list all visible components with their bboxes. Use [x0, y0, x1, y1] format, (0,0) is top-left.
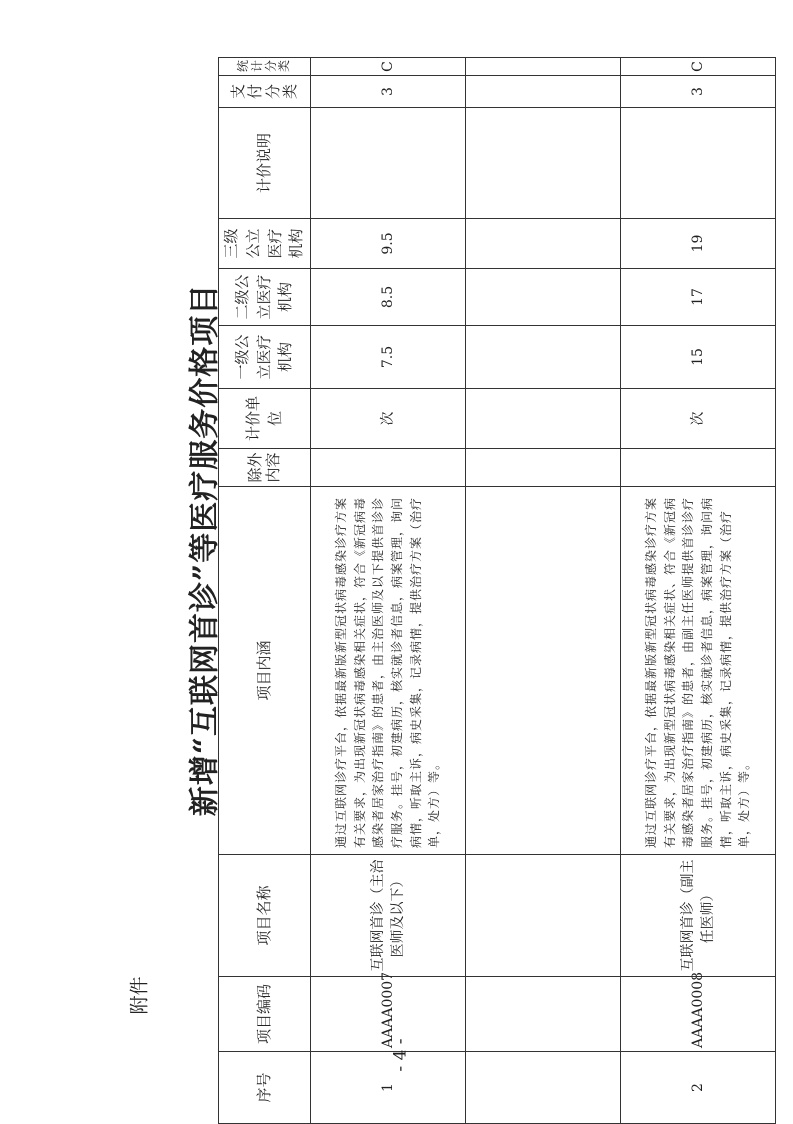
cell-level3-price: 9.5 [311, 219, 466, 269]
page-number-text: - 4 - [391, 1038, 411, 1072]
header-content: 项目内涵 [219, 487, 311, 855]
page-title-area [183, 283, 223, 817]
header-level2: 二级公立医疗机构 [219, 269, 311, 326]
header-unit: 计价单位 [219, 389, 311, 449]
price-table [218, 57, 776, 1124]
cell-seq: 2 [621, 1052, 776, 1124]
gap-cell [466, 449, 621, 487]
header-code: 项目编码 [219, 977, 311, 1052]
gap-cell [466, 269, 621, 326]
cell-excluded [621, 449, 776, 487]
gap-cell [466, 389, 621, 449]
cell-notes [621, 108, 776, 219]
table-header-row [219, 58, 311, 1124]
cell-excluded [311, 449, 466, 487]
header-excluded: 除外内容 [219, 449, 311, 487]
price-table-container [218, 58, 752, 1124]
cell-level2-price: 8.5 [311, 269, 466, 326]
cell-name: 互联网首诊（副主任医师） [621, 855, 776, 977]
cell-code: AAAA0007 [311, 977, 466, 1052]
attachment-label [118, 965, 158, 1025]
cell-unit: 次 [311, 389, 466, 449]
header-level1: 一级公立医疗机构 [219, 326, 311, 389]
cell-payment-class: 3 [311, 76, 466, 108]
attachment-label-text: 附件 [128, 975, 151, 1015]
gap-cell [466, 487, 621, 855]
page-title: 新增“互联网首诊”等医疗服务价格项目 [187, 283, 223, 817]
header-seq: 序号 [219, 1052, 311, 1124]
gap-cell [466, 76, 621, 108]
header-stat-class: 统计分类 [219, 58, 311, 76]
cell-name: 互联网首诊（主治医师及以下） [311, 855, 466, 977]
cell-stat-class: C [311, 58, 466, 76]
cell-code: AAAA0008 [621, 977, 776, 1052]
cell-stat-class: C [621, 58, 776, 76]
cell-level1-price: 15 [621, 326, 776, 389]
header-level3: 三级公立医疗机构 [219, 219, 311, 269]
gap-cell [466, 219, 621, 269]
table-row [311, 58, 466, 1124]
header-notes: 计价说明 [219, 108, 311, 219]
gap-cell [466, 326, 621, 389]
cell-level2-price: 17 [621, 269, 776, 326]
cell-notes [311, 108, 466, 219]
cell-content: 通过互联网诊疗平台，依据最新版新型冠状病毒感染诊疗方案有关要求，为出现新冠状病毒感染相关症状，符合《新冠病毒感染者居家治疗指南》的患者，由主治医师及以下提供首诊诊疗服务。挂号，初建病历，核实就诊者信息，病案管理，询问病情，听取主诉，病史采集，记录病情，提供治疗方案（治疗单，处方）等。 [311, 487, 466, 855]
page-number [386, 1040, 416, 1070]
cell-level1-price: 7.5 [311, 326, 466, 389]
header-payment-class: 支付分类 [219, 76, 311, 108]
cell-content: 通过互联网诊疗平台，依据最新版新型冠状病毒感染诊疗方案有关要求，为出现新型冠状病毒感染相关症状、符合《新冠病毒感染者居家治疗指南》的患者，由副主任医师提供首诊诊疗服务。挂号，初建病历，核实就诊者信息，病案管理，询问病情，听取主诉，病史采集，记录病情，提供治疗方案（治疗单，处方）等。 [621, 487, 776, 855]
table-gap-row [466, 58, 621, 1124]
gap-cell [466, 855, 621, 977]
cell-level3-price: 19 [621, 219, 776, 269]
gap-cell [466, 977, 621, 1052]
gap-cell [466, 108, 621, 219]
gap-cell [466, 1052, 621, 1124]
cell-unit: 次 [621, 389, 776, 449]
cell-seq: 1 [311, 1052, 466, 1124]
cell-payment-class: 3 [621, 76, 776, 108]
header-name: 项目名称 [219, 855, 311, 977]
gap-cell [466, 58, 621, 76]
table-viewport [218, 58, 752, 1124]
table-row [621, 58, 776, 1124]
